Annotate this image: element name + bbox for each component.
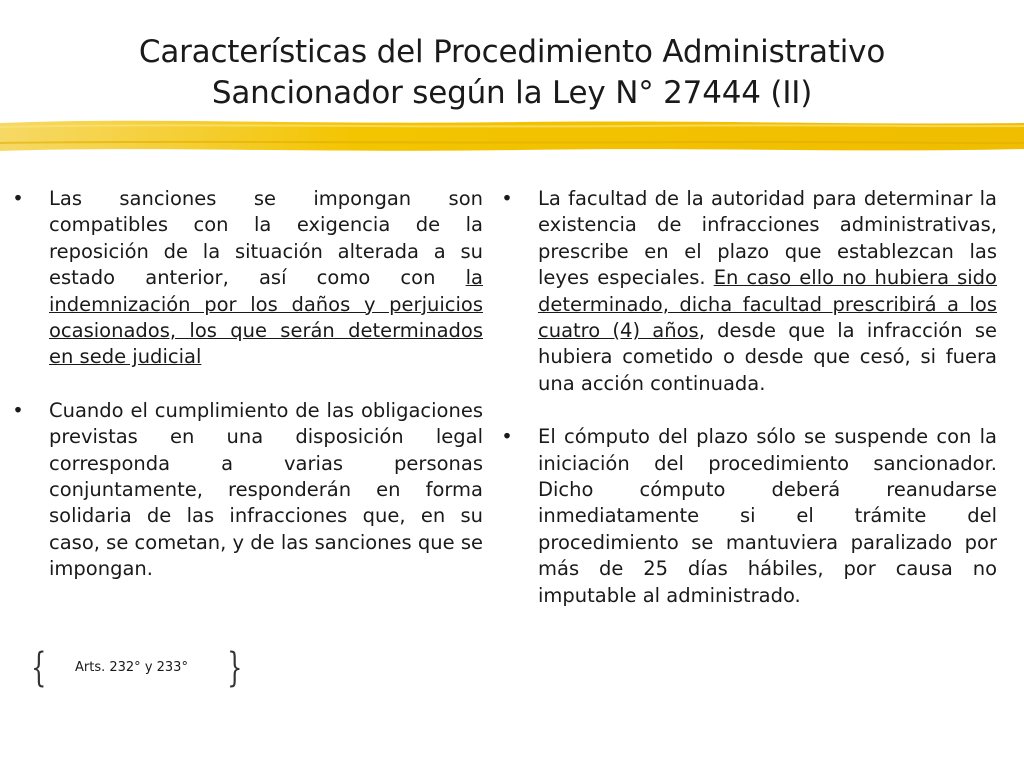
bullet-icon: • [12, 187, 24, 210]
right-item-1-text: La facultad de la autoridad para determinar la existencia de infracciones administrativas, prescribe en el plazo que establezcan las leyes especiales. [538, 187, 997, 290]
articles-label: Arts. 232° y 233° [75, 660, 188, 675]
left-item-1-text: Las sanciones se impongan son compatibles con la exigencia de la reposición de la situación alterada a su estado anterior, así como con [49, 187, 483, 290]
slide-title-line-1: Características del Procedimiento Administrativo [138, 34, 886, 70]
right-brace-icon: } [227, 645, 243, 691]
right-column [497, 186, 997, 636]
left-bullet-item-1 [8, 186, 483, 371]
left-brace-icon: { [31, 645, 47, 691]
right-item-1-text-after: , desde que la infracción se hubiera cometido o desde que cesó, si fuera una acción continuada. [538, 319, 997, 395]
left-column [8, 186, 483, 610]
right-item-2-text: El cómputo del plazo sólo se suspende con la iniciación del procedimiento sancionador. Dicho cómputo deberá reanudarse inmediatamente si el trámite del procedimiento se mantuviera paralizado por más de 25 días hábiles, por causa no imputable al administrado. [538, 425, 997, 607]
articles-reference [30, 645, 243, 691]
left-bullet-item-2 [8, 398, 483, 583]
yellow-highlight-stroke [0, 113, 1024, 157]
right-item-1-underlined-text: En caso ello no hubiera sido determinado, dicha facultad prescribirá a los cuatro (4) años [538, 266, 997, 343]
left-item-1-underlined-text: la indemnización por los daños y perjuicios ocasionados, los que serán determinados en sede judicial [49, 266, 483, 369]
slide-title-line-2: Sancionador según la Ley N° 27444 (II) [211, 75, 813, 111]
right-bullet-item-1 [497, 186, 997, 397]
right-bullet-item-2 [497, 424, 997, 609]
bullet-icon: • [12, 398, 24, 422]
bullet-icon: • [501, 425, 513, 449]
left-item-2-text: Cuando el cumplimiento de las obligaciones previstas en una disposición legal corresponda a varias personas conjuntamente, responderán en forma solidaria de las infracciones que, en su caso, se cometan, y de las sanciones que se impongan. [49, 398, 483, 581]
bullet-icon: • [501, 187, 513, 210]
